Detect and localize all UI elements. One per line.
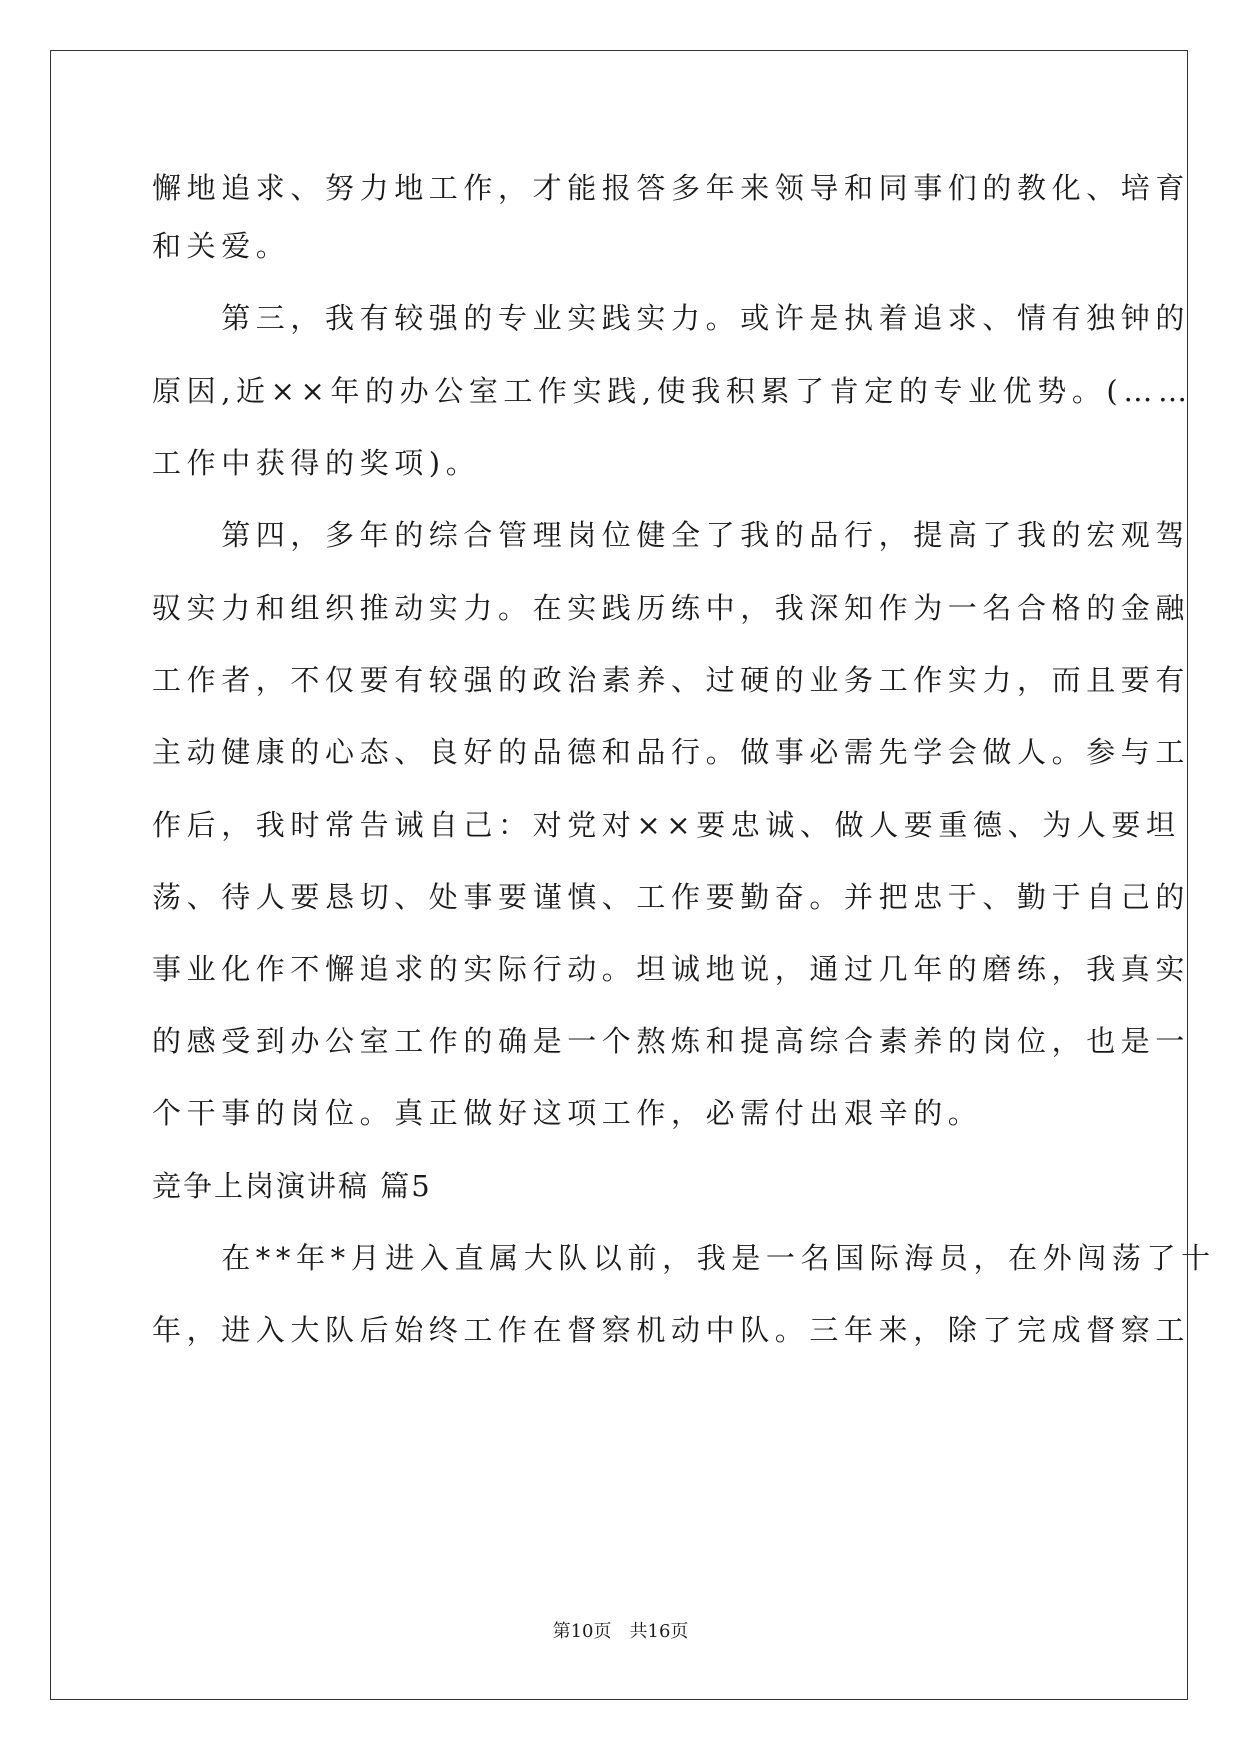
body-line: 主动健康的心态、良好的品德和品行。做事必需先学会做人。参与工 xyxy=(152,735,1191,769)
body-line: 个干事的岗位。真正做好这项工作，必需付出艰辛的。 xyxy=(152,1096,983,1130)
body-line: 在**年*月进入直属大队以前，我是一名国际海员，在外闯荡了十 xyxy=(152,1241,1216,1275)
body-line: 工作者，不仅要有较强的政治素养、过硬的业务工作实力，而且要有 xyxy=(152,663,1191,697)
section-heading: 竞争上岗演讲稿 篇5 xyxy=(152,1169,432,1203)
page-number: 第10页 共16页 xyxy=(552,1621,689,1642)
body-line: 荡、待人要恳切、处事要谨慎、工作要勤奋。并把忠于、勤于自己的 xyxy=(152,880,1191,914)
body-line: 事业化作不懈追求的实际行动。坦诚地说，通过几年的磨练，我真实 xyxy=(152,952,1191,986)
body-line: 的感受到办公室工作的确是一个熬炼和提高综合素养的岗位，也是一 xyxy=(152,1024,1191,1058)
body-line: 第三，我有较强的专业实践实力。或许是执着追求、情有独钟的 xyxy=(152,301,1191,335)
body-line: 第四，多年的综合管理岗位健全了我的品行，提高了我的宏观驾 xyxy=(152,518,1191,552)
body-line: 年，进入大队后始终工作在督察机动中队。三年来，除了完成督察工 xyxy=(152,1313,1191,1347)
body-line: 工作中获得的奖项)。 xyxy=(152,446,481,480)
body-line: 懈地追求、努力地工作，才能报答多年来领导和同事们的教化、培育 xyxy=(152,171,1191,205)
body-line: 原因,近××年的办公室工作实践,使我积累了肯定的专业优势。(…… xyxy=(152,374,1193,408)
body-line: 驭实力和组织推动实力。在实践历练中，我深知作为一名合格的金融 xyxy=(152,591,1191,625)
body-line: 作后，我时常告诫自己：对党对××要忠诚、做人要重德、为人要坦 xyxy=(152,808,1181,842)
body-line: 和关爱。 xyxy=(152,229,291,263)
